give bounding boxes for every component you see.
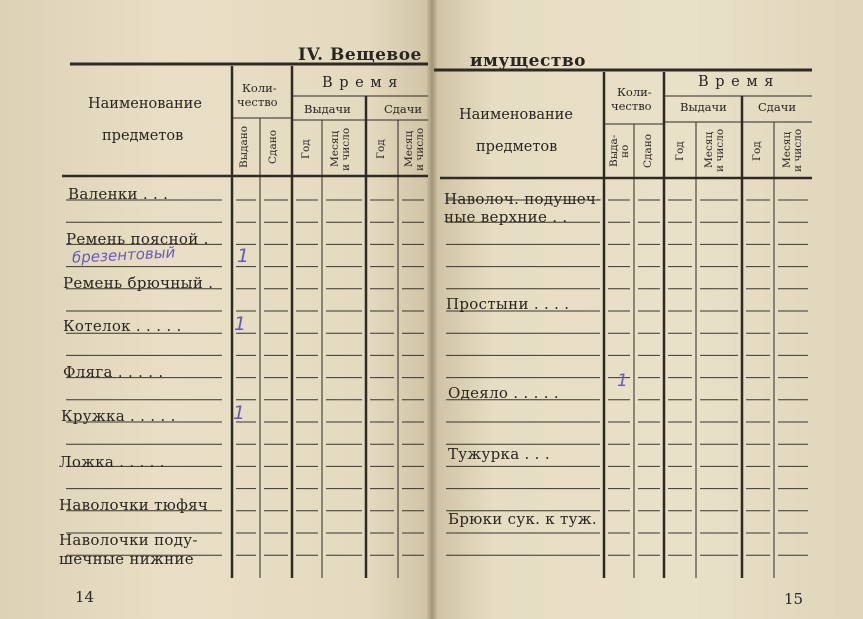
right-return-year-header: Год bbox=[751, 141, 763, 161]
left-issue-year-header: Год bbox=[300, 139, 312, 159]
left-page-title: IV. Вещевое bbox=[298, 45, 422, 65]
right-item-jacket: Тужурка . . . bbox=[448, 445, 550, 463]
left-item-trouser-belt: Ремень брючный . bbox=[63, 274, 214, 292]
right-qty-header-line-2: чество bbox=[611, 99, 652, 113]
right-item-sheets: Простыни . . . . bbox=[446, 295, 570, 313]
left-name-header-line-1: Наименование bbox=[88, 96, 202, 112]
left-item-pillowcase-lower-2: шечные нижние bbox=[59, 550, 194, 568]
right-mark-blanket: 1 bbox=[617, 371, 628, 391]
right-item-pillowcase-upper-1: Наволоч. подушеч- bbox=[444, 190, 602, 208]
left-item-pillowcase-lower-1: Наволочки поду- bbox=[59, 531, 198, 549]
right-item-pillowcase-upper-2: ные верхние . . bbox=[444, 208, 568, 226]
left-qty-header-line-2: чество bbox=[237, 95, 278, 109]
left-issue-month-header: Месяц и число bbox=[329, 127, 352, 171]
left-item-spoon: Ложка . . . . . bbox=[59, 453, 165, 471]
left-mark-waist-belt: 1 bbox=[237, 245, 250, 267]
right-page-number: 15 bbox=[784, 590, 804, 608]
left-return-header: Сдачи bbox=[384, 102, 423, 116]
right-name-header-line-2: предметов bbox=[476, 139, 558, 155]
right-qty-header-line-1: Коли- bbox=[617, 85, 652, 99]
right-time-header: В р е м я bbox=[698, 74, 775, 90]
left-time-header: В р е м я bbox=[322, 75, 399, 91]
right-issue-month-header: Месяц и число bbox=[703, 128, 726, 172]
right-issued-header: Выда- но bbox=[608, 134, 631, 168]
left-item-mattress-case: Наволочки тюфяч bbox=[59, 496, 209, 514]
right-item-blanket: Одеяло . . . . . bbox=[448, 384, 559, 402]
right-issue-year-header: Год bbox=[674, 141, 686, 161]
left-returned-header: Сдано bbox=[267, 129, 279, 165]
left-mark-mess-tin: 1 bbox=[234, 313, 247, 335]
left-qty-header-line-1: Коли- bbox=[242, 81, 277, 95]
left-return-year-header: Год bbox=[375, 139, 387, 159]
right-name-header-line-1: Наименование bbox=[459, 107, 573, 123]
left-issued-header: Выдано bbox=[238, 125, 250, 169]
right-returned-header: Сдано bbox=[642, 133, 654, 169]
left-item-flask: Фляга . . . . . bbox=[63, 363, 164, 381]
right-issue-header: Выдачи bbox=[680, 100, 727, 114]
left-page-number: 14 bbox=[75, 588, 95, 606]
right-return-header: Сдачи bbox=[758, 100, 797, 114]
left-item-waist-belt: Ремень поясной . bbox=[66, 230, 209, 248]
right-page-title: имущество bbox=[470, 51, 587, 71]
left-return-month-header: Месяц и число bbox=[403, 127, 426, 171]
right-item-trousers: Брюки сук. к туж. bbox=[448, 510, 597, 528]
left-item-valenki: Валенки . . . bbox=[68, 185, 169, 203]
left-item-mug: Кружка . . . . . bbox=[61, 407, 176, 425]
left-issue-header: Выдачи bbox=[304, 102, 351, 116]
left-item-mess-tin: Котелок . . . . . bbox=[63, 317, 182, 335]
left-mark-mug: 1 bbox=[233, 402, 246, 424]
left-name-header-line-2: предметов bbox=[102, 128, 184, 144]
handwritten-annotation: брезентовый bbox=[71, 243, 176, 267]
right-return-month-header: Месяц и число bbox=[781, 128, 804, 172]
